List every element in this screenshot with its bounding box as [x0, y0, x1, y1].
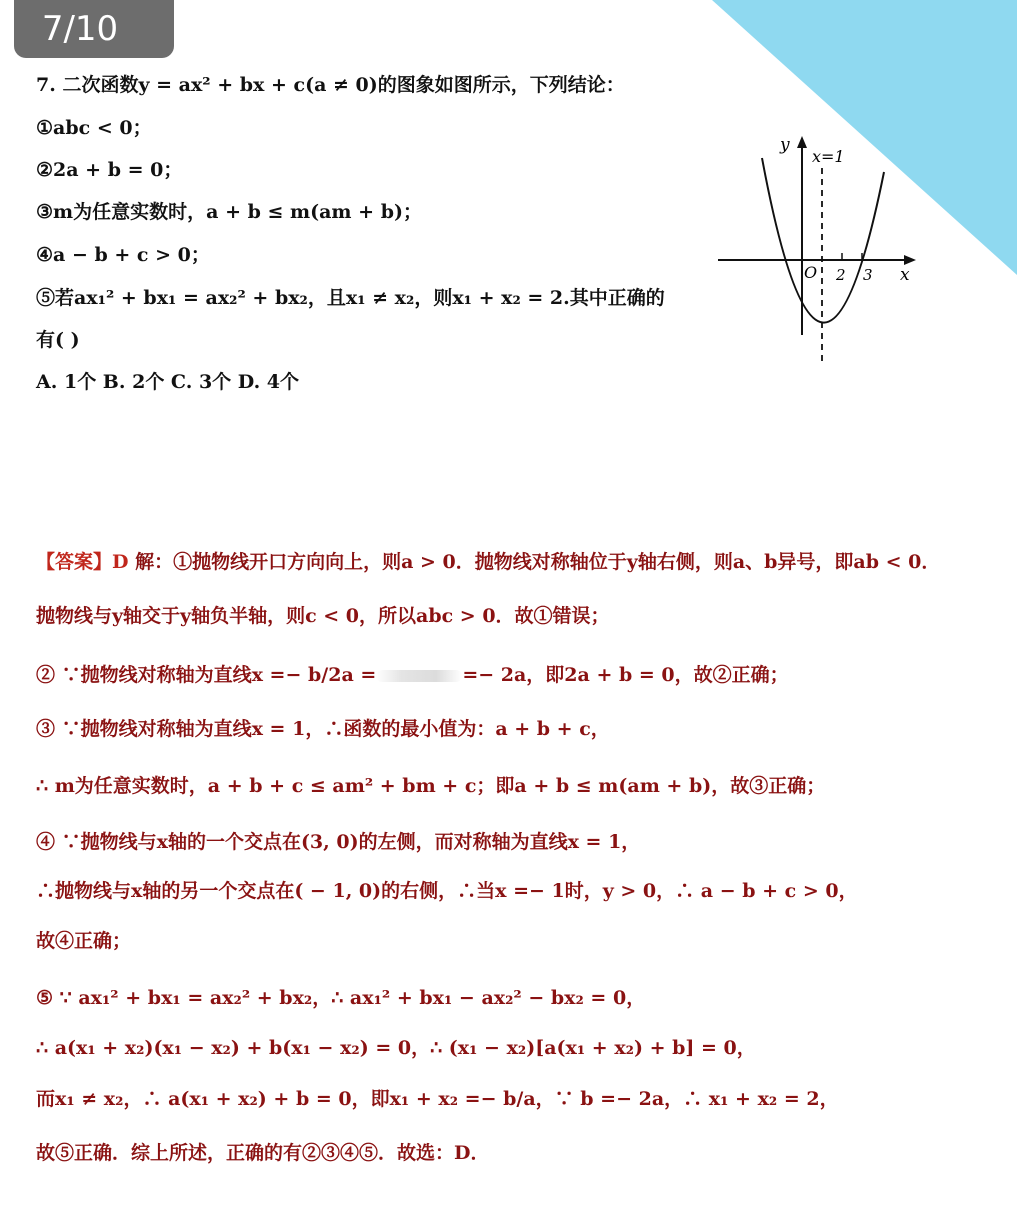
answer-line-5: ∴ m为任意实数时，a + b + c ≤ am² + bm + c；即a + b ≤ m(am + b)，故③正确；	[36, 775, 826, 797]
x-axis-arrow	[904, 255, 916, 265]
parabola-curve	[762, 158, 884, 323]
page-counter-text: 7/10	[41, 9, 119, 49]
x-axis-label: x	[900, 265, 910, 285]
answer-line-11: 而x₁ ≠ x₂，∴ a(x₁ + x₂) + b = 0，即x₁ + x₂ =− b/a，∵ b =− 2a，∴ x₁ + x₂ = 2，	[36, 1088, 839, 1110]
answer-line-9: ⑤ ∵ ax₁² + bx₁ = ax₂² + bx₂，∴ ax₁² + bx₁ − ax₂² − bx₂ = 0，	[36, 987, 646, 1009]
answer-line-1	[36, 547, 940, 574]
answer-tag: 【答案】D	[36, 551, 129, 573]
y-axis-arrow	[797, 136, 807, 148]
answer-line-1-text: 解：①抛物线开口方向向上，则a > 0．抛物线对称轴位于y轴右侧，则a、b异号，即ab < 0．	[128, 551, 941, 573]
answer-line-3	[36, 660, 789, 687]
answer-options: A. 1个 B. 2个 C. 3个 D. 4个	[36, 371, 300, 393]
answer-line-12: 故⑤正确．综上所述，正确的有②③④⑤．故选：D．	[36, 1142, 490, 1164]
answer-line-7: ∴抛物线与x轴的另一个交点在( − 1, 0)的右侧，∴当x =− 1时，y > 0，∴ a − b + c > 0，	[36, 880, 858, 902]
tick-label-2: 2	[836, 266, 846, 284]
answer-line-6: ④ ∵抛物线与x轴的一个交点在(3, 0)的左侧，而对称轴为直线x = 1，	[36, 831, 641, 853]
answer-line-3b: =− 2a，即2a + b = 0，故②正确；	[462, 664, 789, 686]
answer-line-8: 故④正确；	[36, 930, 132, 952]
answer-line-3a: ② ∵抛物线对称轴为直线x =− b/2a =	[36, 664, 377, 686]
parabola-graph	[712, 130, 922, 370]
statement-1: ①abc < 0；	[36, 117, 152, 139]
statement-2: ②2a + b = 0；	[36, 159, 183, 181]
tick-label-3: 3	[863, 266, 873, 284]
statement-3: ③m为任意实数时，a + b ≤ m(am + b)；	[36, 201, 422, 223]
page-counter	[14, 0, 174, 58]
blurred-region	[376, 670, 462, 682]
y-axis-label: y	[780, 135, 790, 155]
statement-4: ④a − b + c > 0；	[36, 244, 210, 266]
answer-line-4: ③ ∵抛物线对称轴为直线x = 1，∴函数的最小值为：a + b + c，	[36, 718, 610, 740]
statement-5-cont: 有( )	[36, 329, 80, 351]
question-stem: 7. 二次函数y = ax² + bx + c(a ≠ 0)的图象如图所示，下列结论：	[36, 74, 625, 96]
symmetry-axis-label: x=1	[812, 147, 845, 166]
answer-line-2: 抛物线与y轴交于y轴负半轴，则c < 0，所以abc > 0．故①错误；	[36, 605, 610, 627]
statement-5: ⑤若ax₁² + bx₁ = ax₂² + bx₂，且x₁ ≠ x₂，则x₁ + x₂ = 2.其中正确的	[36, 287, 665, 309]
origin-label: O	[804, 263, 818, 282]
answer-line-10: ∴ a(x₁ + x₂)(x₁ − x₂) + b(x₁ − x₂) = 0，∴ (x₁ − x₂)[a(x₁ + x₂) + b] = 0，	[36, 1037, 756, 1059]
